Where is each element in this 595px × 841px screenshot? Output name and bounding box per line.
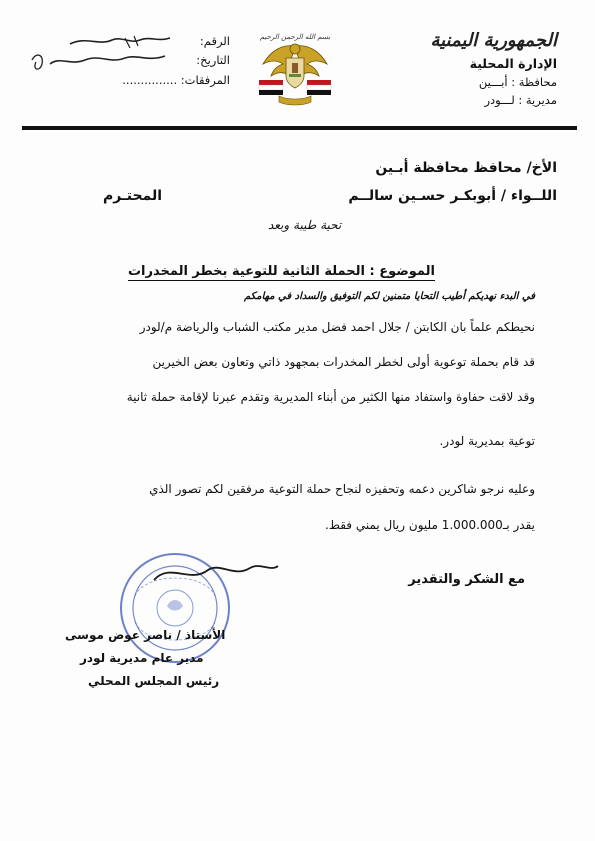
attachments-dots: ............... [122, 73, 178, 87]
body-line-4: توعية بمديرية لودر. [439, 434, 535, 448]
subject-label: الموضوع : [369, 264, 435, 279]
recipient-line-1: الأخ/ محافظ محافظة أبـين [375, 160, 557, 176]
yemen-emblem [245, 30, 345, 112]
eagle-emblem-icon [245, 30, 345, 112]
handwritten-reference-icon [30, 30, 180, 100]
reference-label: الرقم: [199, 34, 230, 48]
letterhead-left [30, 30, 230, 100]
subject-line [128, 264, 435, 281]
letterhead-right [407, 30, 557, 109]
signature-scribble-icon [150, 558, 280, 588]
recipient-line-2: اللــواء / أبوبكـر حسـين سالــم [348, 188, 557, 204]
signer-title-1: مدير عام مديرية لودر [80, 651, 204, 665]
admin-name: الإدارة المحلية [469, 56, 557, 71]
signer-title-2: رئيس المجلس المحلي [88, 674, 220, 688]
greeting: تحية طيبة وبعد [268, 218, 342, 232]
header-divider [22, 126, 577, 130]
governorate-line: محافظة : أبـــين [478, 75, 557, 89]
district-line: مديرية : لـــودر [484, 93, 557, 107]
body-line-6: يقدر بـ1.000.000 مليون ريال يمني فقط. [325, 518, 535, 532]
closing-thanks: مع الشكر والتقدير [408, 572, 525, 587]
republic-name: الجمهورية اليمنية [430, 30, 557, 51]
attachments-label: المرفقات: [180, 73, 230, 87]
date-label: التاريخ: [196, 53, 230, 67]
body-line-5: وعليه نرجو شاكرين دعمه وتحفيزه لنجاح حملة التوعية مرفقين لكم تصور الذي [149, 482, 535, 496]
signature [150, 558, 280, 588]
subject-text: الحملة الثانية للتوعية بخطر المخدرات [127, 264, 365, 279]
intro-line: في البدء نهديكم أطيب التحايا متمنين لكم التوفيق والسداد في مهامكم [244, 291, 535, 302]
body-line-3: وقد لاقت حفاوة واستفاد منها الكثير من أبناء المديرية وتقدم عبرنا لإقامة حملة ثانية [126, 390, 535, 404]
basmala: بسم الله الرحمن الرحيم [259, 33, 331, 41]
signer-name: الأستاذ / ناصر عوض موسى [65, 628, 226, 642]
recipient-honorific: المحتـرم [103, 188, 163, 204]
body-line-2: قد قام بحملة توعوية أولى لخطر المخدرات بمجهود ذاتي وتعاون بعض الخيرين [152, 355, 535, 369]
body-line-1: نحيطكم علماً بان الكابتن / جلال احمد فضل مدير مكتب الشباب والرياضة م/لودر [139, 320, 535, 334]
